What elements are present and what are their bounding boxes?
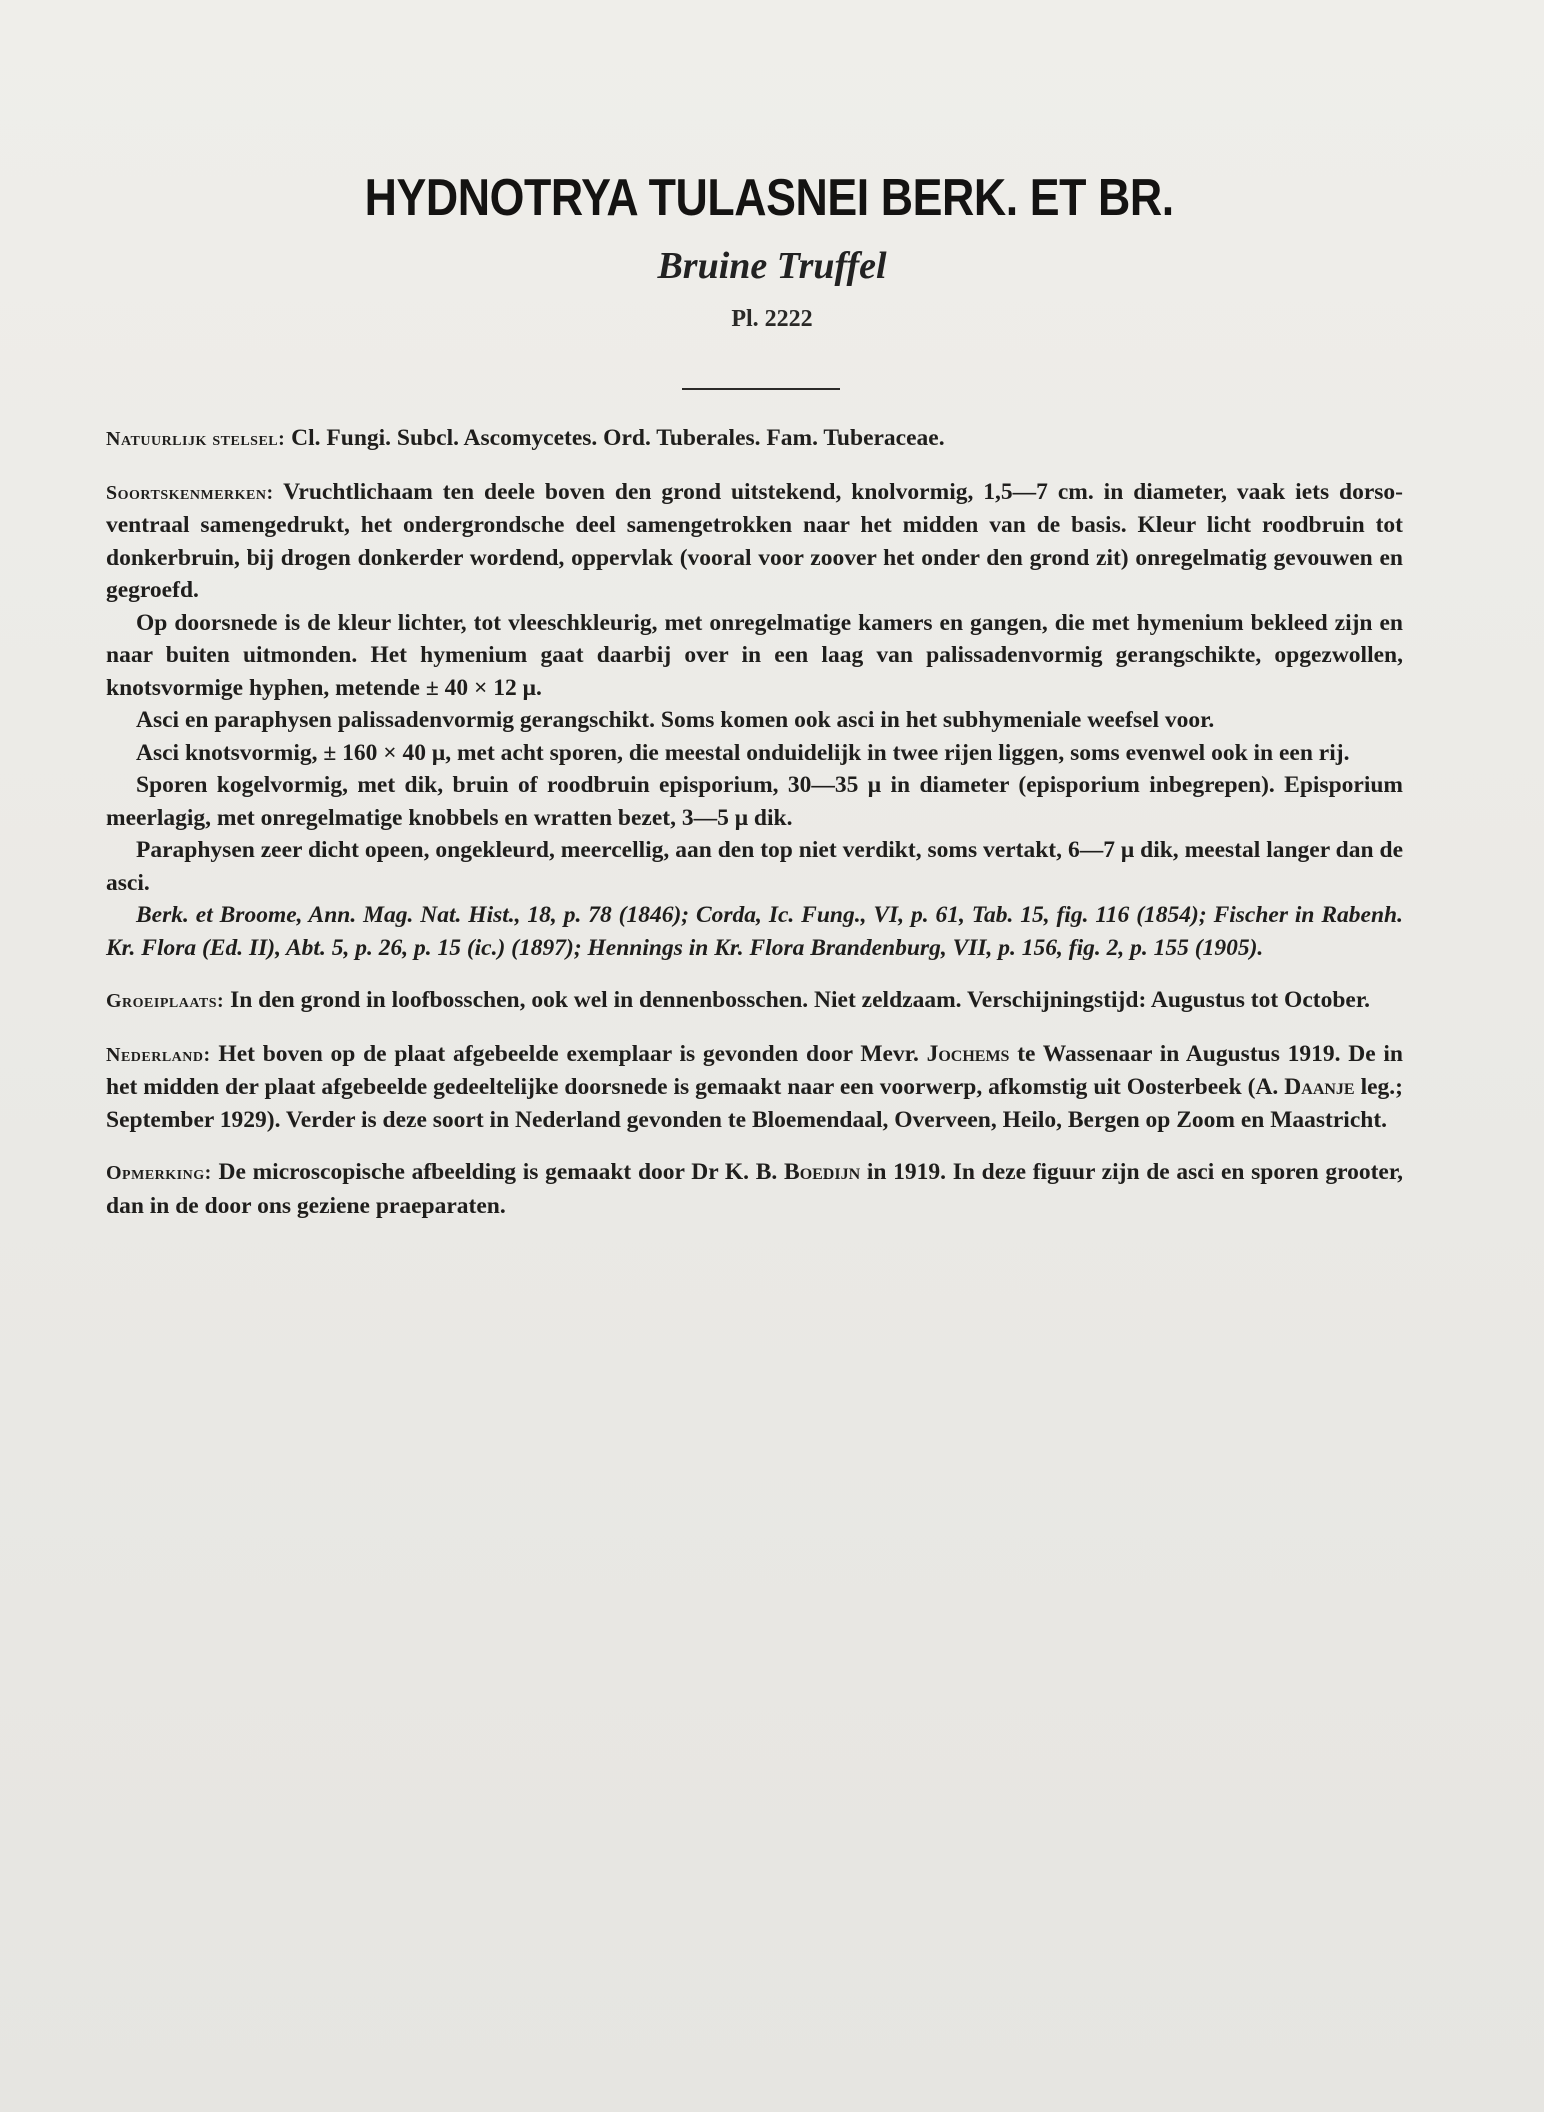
section-groeiplaats [106,984,1403,1018]
section-stelsel [106,422,1403,456]
section-label: Soortskenmerken: [106,481,274,504]
section-text: In den grond in loofbosschen, ook wel in dennenbosschen. Niet zeldzaam. Verschijningstijd: Augustus tot October. [224,987,1370,1013]
paragraph-doorsnede: Op doorsnede is de kleur lichter, tot vleeschkleurig, met onregelmatige kamers en gangen, die met hymenium bekleed zijn en naar buiten uitmonden. Het hymenium gaat daarbij over in een laag van palissadenvormig gerangschikte, opgezwollen, knotsvormige hyphen, metende ± 40 × 12 μ. [106,609,1403,701]
paragraph-asci-1: Asci en paraphysen palissadenvormig gerangschikt. Soms komen ook asci in het subhymeniale weefsel voor. [136,707,1215,733]
page-title: HYDNOTRYA TULASNEI BERK. ET BR. [364,169,1174,227]
section-text: Vruchtlichaam ten deele boven den grond uitstekend, knolvormig, 1,5—7 cm. in diameter, vaak iets dorso-ventraal samengedrukt, het ondergrondsche deel samengetrokken naar het midden van de basis. Kleur licht roodbruin tot donkerbruin, bij drogen donkerder wordend, oppervlak (vooral voor zoover het onder den grond zit) onregelmatig gevouwen en gegroefd. [106,478,1403,603]
section-text: De microscopische afbeelding is gemaakt door Dr K. B. [211,1159,785,1185]
person-name: Boedijn [784,1159,861,1185]
section-text: in 1919. In deze figuur zijn de asci en sporen grooter, dan in de door ons geziene praeparaten. [106,1159,1403,1219]
title-divider [682,388,840,390]
plate-number: Pl. 2222 [731,306,813,332]
section-label: Natuurlijk stelsel: [106,428,286,450]
section-label: Nederland: [106,1043,211,1066]
person-name: Daanje [1284,1074,1355,1100]
section-text: Cl. Fungi. Subcl. Ascomycetes. Ord. Tuberales. Fam. Tuberaceae. [285,425,945,451]
paragraph-asci-2: Asci knotsvormig, ± 160 × 40 μ, met acht sporen, die meestal onduidelijk in twee rijen liggen, soms evenwel ook in een rij. [136,739,1350,766]
section-label: Opmerking: [106,1162,212,1184]
paragraph-sporen: Sporen kogelvormig, met dik, bruin of roodbruin episporium, 30—35 μ in diameter (episporium inbegrepen). Episporium meerlagig, met onregelmatige knobbels en wratten bezet, 3—5 μ dik. [106,772,1403,831]
section-opmerking [106,1156,1403,1222]
section-label: Groeiplaats: [106,990,225,1012]
paragraph-references: Berk. et Broome, Ann. Mag. Nat. Hist., 18, p. 78 (1846); Corda, Ic. Fung., VI, p. 61, Tab. 15, fig. 116 (1854); Fischer in Rabenh. Kr. Flora (Ed. II), Abt. 5, p. 26, p. 15 (ic.) (1897); Hennings in Kr. Flora Brandenburg, VII, p. 156, fig. 2, p. 155 (1905). [106,902,1403,961]
section-text: te Wassenaar in Augustus 1919. De in het midden der plaat afgebeelde gedeeltelijke doorsnede is gemaakt naar een voorwerp, afkomstig uit Oosterbeek (A. [106,1040,1403,1100]
page-subtitle: Bruine Truffel [657,245,887,287]
section-nederland [106,1038,1403,1137]
section-text: leg.; September 1929). Verder is deze soort in Nederland gevonden te Bloemendaal, Overveen, Heilo, Bergen op Zoom en Maastricht. [106,1074,1403,1133]
section-kenmerken [106,476,1403,607]
section-text: Het boven op de plaat afgebeelde exemplaar is gevonden door Mevr. [210,1040,927,1067]
paragraph-paraphysen: Paraphysen zeer dicht opeen, ongekleurd, meercellig, aan den top niet verdikt, soms vertakt, 6—7 μ dik, meestal langer dan de asci. [106,837,1403,896]
person-name: Jochems [926,1040,1010,1067]
document-body [106,422,1403,1222]
